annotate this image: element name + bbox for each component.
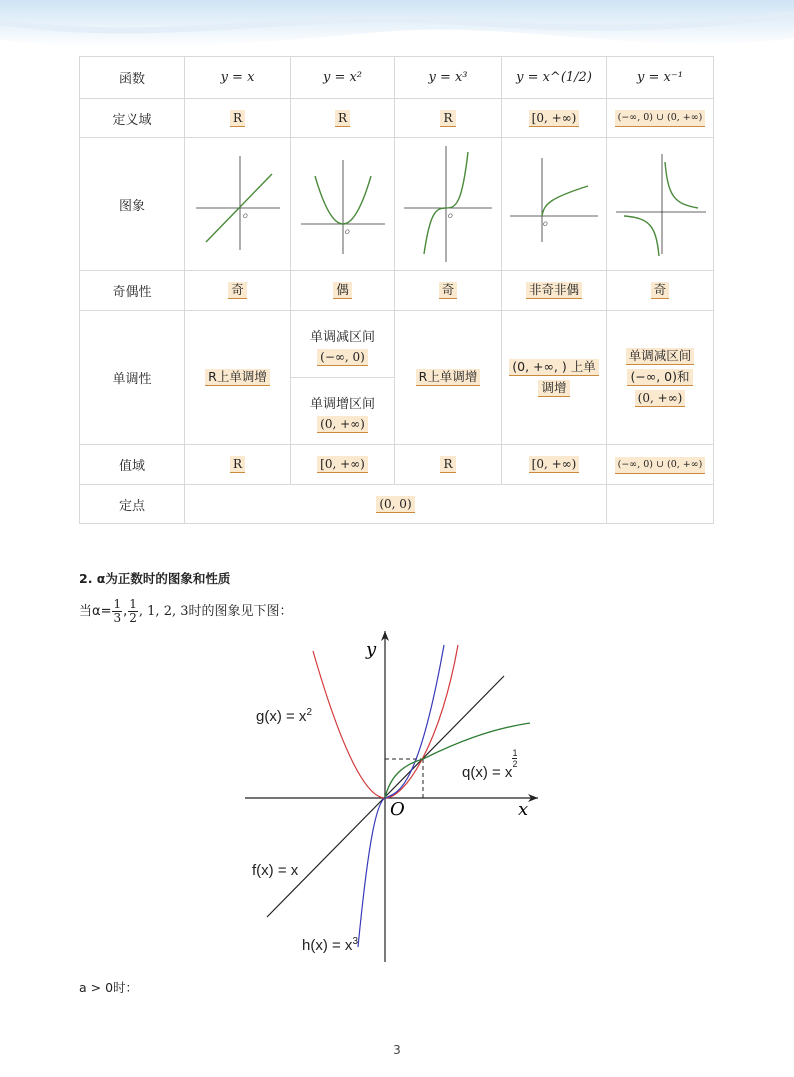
graph-cell	[502, 138, 607, 271]
table-row-parity	[80, 271, 714, 311]
domain-value: R	[335, 110, 350, 127]
q-curve-label: q(x) = x $\frac{1}{2}$	[462, 748, 518, 781]
svg-text:O: O	[448, 213, 453, 220]
monotonicity-interval: (−∞, 0)	[317, 349, 368, 366]
fixed-point-value: (0, 0)	[376, 496, 414, 513]
monotonicity-value: R上单调增	[416, 369, 481, 386]
row-label: 奇偶性	[80, 271, 185, 311]
function-header: y = x	[185, 57, 291, 99]
row-label: 函数	[80, 57, 185, 99]
monotonicity-text: (0, +∞, ) 上单	[502, 359, 606, 376]
svg-text:O: O	[344, 229, 350, 236]
y-axis-label: y	[366, 639, 377, 660]
table-row-range	[80, 445, 714, 485]
row-label: 定点	[80, 485, 185, 524]
graph-cell	[185, 138, 291, 271]
table-row-graph	[80, 138, 714, 271]
domain-value: R	[230, 110, 245, 127]
parity-value: 奇	[651, 282, 670, 299]
header-wave-decoration	[0, 0, 794, 60]
power-functions-graph	[240, 625, 550, 965]
function-header: y = x⁻¹	[607, 57, 714, 99]
graph-y-eq-x	[190, 142, 286, 262]
svg-text:O: O	[242, 213, 248, 220]
graph-y-eq-x3	[400, 142, 496, 262]
table-row-header	[80, 57, 714, 99]
alpha-positive-line: a > 0时：	[79, 980, 139, 995]
graph-cell	[291, 138, 395, 271]
monotonicity-text: 单调减区间	[607, 348, 713, 365]
parity-value: 非奇非偶	[526, 282, 582, 299]
monotonicity-value: R上单调增	[205, 369, 270, 386]
range-value: [0, +∞)	[317, 456, 368, 473]
table-row-fixed-point	[80, 485, 714, 524]
monotonicity-text: 单调减区间	[309, 330, 375, 345]
row-label: 值域	[80, 445, 185, 485]
monotonicity-text: 单调增区间	[309, 397, 375, 412]
graph-y-eq-sqrt-x	[506, 142, 602, 262]
x-axis-label: x	[518, 799, 529, 820]
graph-y-eq-x2	[295, 142, 391, 262]
function-header: y = x²	[291, 57, 395, 99]
parity-value: 偶	[333, 282, 352, 299]
function-header: y = x³	[395, 57, 502, 99]
function-header: y = x^(1/2)	[502, 57, 607, 99]
fraction-one-half: $\frac{1}{2}$	[129, 597, 137, 625]
section-intro-line: 当α= $\frac{1}{3}$ , $\frac{1}{2}$ , 1, 2, 3时的图象见下图：	[79, 597, 293, 625]
range-value: R	[440, 456, 455, 473]
section-title: 2. α为正数时的图象和性质	[79, 571, 231, 586]
monotonicity-sub-cell	[291, 378, 395, 445]
origin-label: O	[390, 799, 405, 820]
row-label: 定义域	[80, 99, 185, 138]
empty-cell	[607, 485, 714, 524]
domain-value: [0, +∞)	[529, 110, 580, 127]
parity-value: 奇	[439, 282, 458, 299]
monotonicity-text: 调增	[502, 380, 606, 397]
monotonicity-sub-cell	[291, 311, 395, 378]
page-number: 3	[393, 1043, 401, 1057]
monotonicity-interval: (0, +∞)	[317, 416, 368, 433]
range-value: (−∞, 0) ∪ (0, +∞)	[615, 457, 706, 474]
power-function-table	[79, 56, 714, 524]
parity-value: 奇	[228, 282, 247, 299]
fraction-one-third: $\frac{1}{3}$	[113, 597, 122, 625]
graph-cell	[607, 138, 714, 271]
range-value: R	[230, 456, 245, 473]
graph-y-eq-inverse-x	[612, 142, 708, 262]
svg-text:O: O	[543, 221, 548, 228]
row-label: 单调性	[80, 311, 185, 445]
domain-value: (−∞, 0) ∪ (0, +∞)	[615, 110, 706, 127]
monotonicity-text: (0, +∞)	[607, 390, 713, 407]
g-curve-label: $g(x) = x^2$	[256, 707, 312, 725]
f-curve-label: f(x) = x	[252, 862, 299, 879]
h-curve-label: $h(x) = x^3$	[302, 936, 358, 954]
table-row-monotonicity	[80, 311, 714, 378]
monotonicity-text: (−∞, 0)和	[607, 369, 713, 386]
table-row-domain	[80, 99, 714, 138]
graph-cell	[395, 138, 502, 271]
row-label: 图象	[80, 138, 185, 271]
range-value: [0, +∞)	[529, 456, 580, 473]
domain-value: R	[440, 110, 455, 127]
